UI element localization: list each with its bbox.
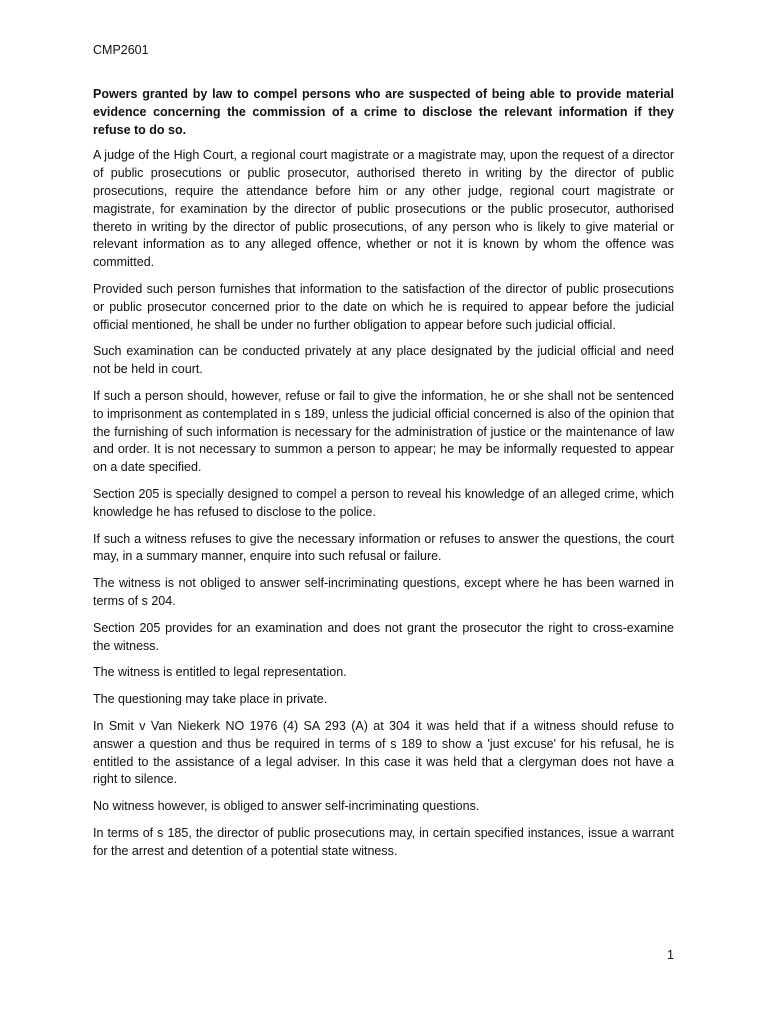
- course-code-header: CMP2601: [93, 43, 149, 57]
- section-heading: Powers granted by law to compel persons who are suspected of being able to provide material evidence concerning the commission of a crime to disclose the relevant information if they refuse to do so.: [93, 87, 674, 137]
- paragraph-10: The questioning may take place in private.: [93, 692, 328, 707]
- paragraph-3: Such examination can be conducted privately at any place designated by the judicial official and need not be held in court.: [93, 344, 674, 377]
- paragraph-7: The witness is not obliged to answer self-incriminating questions, except where he has been warned in terms of s 204.: [93, 576, 674, 608]
- document-body: [93, 86, 674, 869]
- page-number: 1: [667, 948, 674, 962]
- paragraph-8: Section 205 provides for an examination and does not grant the prosecutor the right to cross-examine the witness.: [93, 620, 674, 653]
- paragraph-9: The witness is entitled to legal representation.: [93, 665, 347, 680]
- paragraph-1: A judge of the High Court, a regional court magistrate or a magistrate may, upon the request of a director of public prosecutions or public prosecutor, authorised thereto in writing by the director of public prosecutions, require the attendance before him or any other judge, regional court magistrate or magistrate, for examination by the director of public prosecutions or the public prosecutor, authorised thereto in writing by the director of public prosecutions, of any person who is likely to give material or relevant information as to any alleged offence, whether or not it is known by whom the offence was committed.: [93, 148, 674, 270]
- paragraph-4: If such a person should, however, refuse or fail to give the information, he or she shall not be sentenced to imprisonment as contemplated in s 189, unless the judicial official concerned is also of the opinion that the furnishing of such information is necessary for the administration of justice or the maintenance of law and order. It is not necessary to summon a person to appear; he may be informally requested to appear on a date specified.: [93, 388, 674, 475]
- paragraph-13: In terms of s 185, the director of public prosecutions may, in certain specified instances, issue a warrant for the arrest and detention of a potential state witness.: [93, 825, 674, 858]
- paragraph-2: Provided such person furnishes that information to the satisfaction of the director of public prosecutions or public prosecutor concerned prior to the date on which he is required to appear before the judicial official mentioned, he shall be under no further obligation to appear before such judicial official.: [93, 281, 674, 332]
- paragraph-11: In Smit v Van Niekerk NO 1976 (4) SA 293 (A) at 304 it was held that if a witness should refuse to answer a question and thus be required in terms of s 189 to show a 'just excuse' for his refusal, he is entitled to the assistance of a legal adviser. In this case it was held that a clergyman does not have a right to silence.: [93, 718, 674, 787]
- paragraph-5: Section 205 is specially designed to compel a person to reveal his knowledge of an alleged crime, which knowledge he has refused to disclose to the police.: [93, 486, 674, 519]
- paragraph-6: If such a witness refuses to give the necessary information or refuses to answer the questions, the court may, in a summary manner, enquire into such refusal or failure.: [93, 531, 674, 564]
- paragraph-12: No witness however, is obliged to answer self-incriminating questions.: [93, 799, 480, 814]
